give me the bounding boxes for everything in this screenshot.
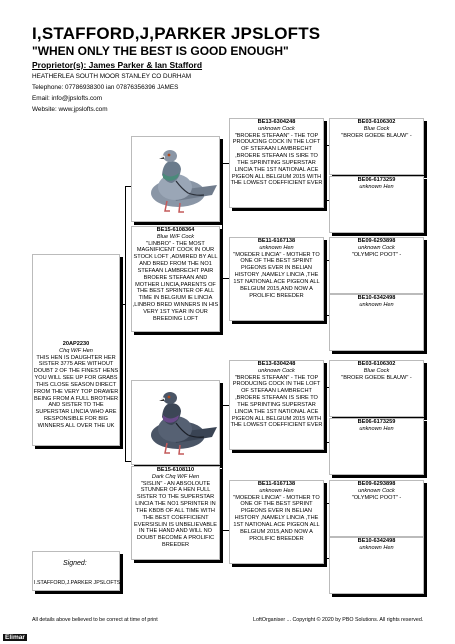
sire-sire-card xyxy=(229,118,324,208)
sire-sire-color: unknown Cock xyxy=(258,125,295,132)
dam-color: Dark Chq W/F Hen xyxy=(151,473,200,480)
sire-sire-description: "BROERE STEFAAN" - THE TOP PRODUCING COCK IN THE LOFT OF STEFAAN LAMBRECHT ,BROERE STEFAAN IS SIRE TO THE SPRINTING SUPERSTAR LINCIA THE 1ST NATIONAL ACE PIGEON ALL BELGIUM 2015 WITH THE LOWEST COEFFICIENT EVER xyxy=(230,132,323,187)
dam-ring: BE15-6108110 xyxy=(156,467,195,473)
g1-ring: BE03-6106302 xyxy=(357,119,396,125)
sire-sire-ring: BE13-6304248 xyxy=(257,119,296,125)
great-grandparent-card-4 xyxy=(329,294,424,351)
sire-ring: BE15-6108364 xyxy=(156,227,195,233)
sire-card xyxy=(131,226,220,332)
dam-description: "SISLIN" - AN ABSOLOUTE STUNNER OF A HEN FULL SISTER TO THE SUPERSTAR LINCIA THE NO1 SPRINTER IN THE KBDB OF ALL TIME WITH THE BEST COEFFICIENT EVERSISLIN IS UNBELIEVABLE IN THE HAND AND WILL NO DOUBT BECOME A PROLIFIC BREEDER xyxy=(134,480,217,548)
signature-name: I.STAFFORD,J.PARKER JPSLOFTS xyxy=(34,580,121,586)
email: Email: info@jpslofts.com xyxy=(32,95,103,102)
dam-photo xyxy=(131,380,220,465)
dam-sire-color: unknown Cock xyxy=(258,367,295,374)
g5-color: Blue Cock xyxy=(363,367,390,374)
proprietors: Proprietor(s): James Parker & Ian Stafford xyxy=(32,60,203,70)
sire-dam-card xyxy=(229,237,324,321)
great-grandparent-card-3 xyxy=(329,237,424,294)
great-grandparent-card-6 xyxy=(329,418,424,475)
subject-color: Chq W/F Hen xyxy=(59,347,93,354)
sire-dam-ring: BE11-6167138 xyxy=(257,238,296,244)
g5-ring: BE03-6106302 xyxy=(357,361,396,367)
sire-photo xyxy=(131,136,220,222)
g3-ring: BE09-6293898 xyxy=(357,238,396,244)
great-grandparent-card-5 xyxy=(329,360,424,417)
footer-disclaimer: All details above believed to be correct at time of print xyxy=(32,617,158,623)
g1-color: Blue Cock xyxy=(363,125,390,132)
g8-ring: BE10-6342498 xyxy=(357,538,396,544)
g7-description: "OLYMPIC POOT" - xyxy=(351,494,402,501)
dam-sire-card xyxy=(229,360,324,450)
dam-dam-color: unknown Hen xyxy=(259,487,294,494)
g1-description: "BROER GOEDE BLAUW" - xyxy=(341,132,412,139)
great-grandparent-card-8 xyxy=(329,537,424,594)
g6-ring: BE06-6173259 xyxy=(357,419,396,425)
g5-description: "BROER GOEDE BLAUW" - xyxy=(341,374,412,381)
sire-color: Blue W/F Cock xyxy=(156,233,195,240)
page-title: I,STAFFORD,J,PARKER JPSLOFTS xyxy=(32,24,321,43)
brand-watermark: Elimar xyxy=(5,634,25,641)
motto: "WHEN ONLY THE BEST IS GOOD ENOUGH" xyxy=(32,44,289,58)
dam-sire-ring: BE13-6304248 xyxy=(257,361,296,367)
dam-sire-description: "BROERE STEFAAN" - THE TOP PRODUCING COCK IN THE LOFT OF STEFAAN LAMBRECHT ,BROERE STEFAAN IS SIRE TO THE SPRINTING SUPERSTAR LINCIA THE 1ST NATIONAL ACE PIGEON ALL BELGIUM 2015 WITH THE LOWEST COEFFICIENT EVER xyxy=(230,374,323,429)
signature-label: Signed: xyxy=(63,560,87,567)
signature-box xyxy=(32,551,120,591)
great-grandparent-card-1 xyxy=(329,118,424,175)
dam-dam-description: "MOEDER LINCIA" - MOTHER TO ONE OF THE BEST SPRINT PIGEONS EVER IN BELIAN HISTORY ,NAMELY LINCIA ,THE 1ST NATIONAL ACE PIGEON ALL BELGIUM 2015,AND NOW A PROLIFIC BREEDER xyxy=(233,494,320,542)
subject-ring: 20AP2230 xyxy=(62,341,90,347)
sire-description: "LINBRO" - THE MOST MAGNIFICENT COCK IN OUR STOCK LOFT ,ADMIRED BY ALL AND BRED FROM THE NO1 STEFAAN LAMBRECHT PAIR BROERE STEFAAN AND MOTHER LINCIA,PARENTS OF THE BEST SPRINTER OF ALL TIME IN BELGIUM IE LINCIA ,LINBRO BRED WINNERS IN HIS VERY 1ST YEAR IN OUR BREEDING LOFT xyxy=(132,240,219,322)
dam-card xyxy=(131,466,220,560)
g2-color: unknown Hen xyxy=(359,183,394,190)
sire-dam-description: "MOEDER LINCIA" - MOTHER TO ONE OF THE BEST SPRINT PIGEONS EVER IN BELIAN HISTORY ,NAMELY LINCIA ,THE 1ST NATIONAL ACE PIGEON ALL BELGIUM 2015,AND NOW A PROLIFIC BREEDER xyxy=(233,251,320,299)
footer-copyright: LoftOrganiser ... Copyright © 2020 by PBO Solutions. All rights reserved. xyxy=(253,617,424,623)
g7-color: unknown Cock xyxy=(358,487,395,494)
connector-sire-dam xyxy=(222,278,229,279)
connector-dam-gp-v xyxy=(222,405,223,530)
g2-ring: BE06-6173259 xyxy=(357,177,396,183)
connector-sire-sire xyxy=(222,163,229,164)
connector-parents xyxy=(125,186,126,462)
great-grandparent-card-7 xyxy=(329,480,424,537)
g4-color: unknown Hen xyxy=(359,301,394,308)
g8-color: unknown Hen xyxy=(359,544,394,551)
connector-dam-sire xyxy=(222,405,229,406)
subject-description: THIS HEN IS DAUGHTER HER SISTER 3775 ARE WITHOUT DOUBT 2 OF THE FINEST HENS YOU WILL SEE UP FOR GRABS THIS CLOSE SEASON DIRECT FROM THE VERY TOP DRAWER BEING FROM A FULL BROTHER AND SISTER TO THE SUPERSTAR LINCIA WHO ARE RESPONSIBLE FOR BIG WINNERS ALL OVER THE UK xyxy=(33,354,119,429)
connector-sire-gp-v xyxy=(222,163,223,278)
g6-color: unknown Hen xyxy=(359,425,394,432)
dam-dam-ring: BE11-6167138 xyxy=(257,481,296,487)
dam-dam-card xyxy=(229,480,324,564)
telephone: Telephone: 07786938300 ian 07876356396 JAMES xyxy=(32,84,179,91)
subject-pigeon-card xyxy=(32,254,120,446)
sire-dam-color: unknown Hen xyxy=(259,244,294,251)
connector-dam-dam xyxy=(222,530,229,531)
g4-ring: BE10-6342498 xyxy=(357,295,396,301)
g3-description: "OLYMPIC POOT" - xyxy=(351,251,402,258)
great-grandparent-card-2 xyxy=(329,176,424,233)
g3-color: unknown Cock xyxy=(358,244,395,251)
g7-ring: BE09-6293898 xyxy=(357,481,396,487)
address: HEATHERLEA SOUTH MOOR STANLEY CO DURHAM xyxy=(32,73,192,80)
website: Website: www.jpslofts.com xyxy=(32,106,108,113)
